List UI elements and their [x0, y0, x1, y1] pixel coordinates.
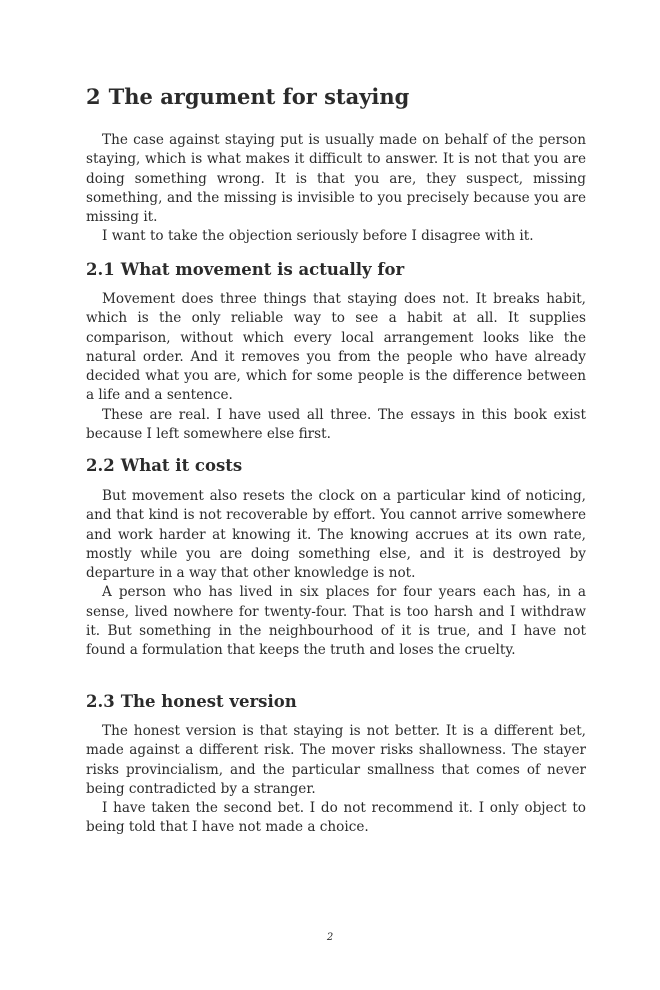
paragraph: Movement does three things that staying does not. It breaks habit, which is the only reliable way to see a habit at all. It supplies comparison, without which every local arrangement looks like the natural order. And it removes you from the people who have already decided what you are, which for some people is the difference between a life and a sentence. — [86, 291, 586, 404]
section-title-text: The honest version — [120, 692, 297, 711]
section-number: 2.2 — [86, 456, 115, 475]
section-number: 2.1 — [86, 260, 115, 279]
paragraph: The case against staying put is usually made on behalf of the person staying, which is what makes it difficult to answer. It is not that you are doing something wrong. It is that you are, they suspect, missing something, and the missing is invisible to you precisely because you are missing it. — [86, 132, 586, 226]
section-body — [86, 290, 586, 444]
section-heading — [86, 455, 242, 477]
section-title-text: What it costs — [120, 456, 243, 475]
chapter-number: 2 — [86, 84, 101, 109]
paragraph: I want to take the objection seriously before I disagree with it. — [102, 228, 534, 245]
page-number: 2 — [326, 932, 334, 943]
paragraph: These are real. I have used all three. The essays in this book exist because I left somewhere else first. — [86, 406, 586, 443]
paragraph: The honest version is that staying is not better. It is a different bet, made against a different risk. The mover risks shallowness. The stayer risks provincialism, and the particular smallness that comes of never being contradicted by a stranger. — [86, 723, 586, 797]
section-number: 2.3 — [86, 692, 115, 711]
section-title-text: What movement is actually for — [120, 260, 405, 279]
chapter-title — [86, 84, 409, 110]
section-heading — [86, 691, 297, 713]
section-heading — [86, 259, 404, 281]
paragraph: A person who has lived in six places for four years each has, in a sense, lived nowhere for twenty-four. That is too harsh and I withdraw it. But something in the neighbourhood of it is true, and I have not found a formulation that keeps the truth and loses the cruelty. — [86, 584, 586, 659]
chapter-title-text: The argument for staying — [108, 84, 410, 109]
section-body — [86, 487, 586, 661]
paragraph: But movement also resets the clock on a particular kind of noticing, and that kind is not recoverable by effort. You cannot arrive somewhere and work harder at knowing it. The knowing accrues at its own rate, mostly while you are doing something else, and it is destroyed by departure in a way that other knowledge is not. — [86, 488, 586, 582]
section-body — [86, 722, 586, 838]
paragraph: I have taken the second bet. I do not recommend it. I only object to being told that I have not made a choice. — [86, 800, 586, 836]
chapter-intro — [86, 131, 586, 247]
